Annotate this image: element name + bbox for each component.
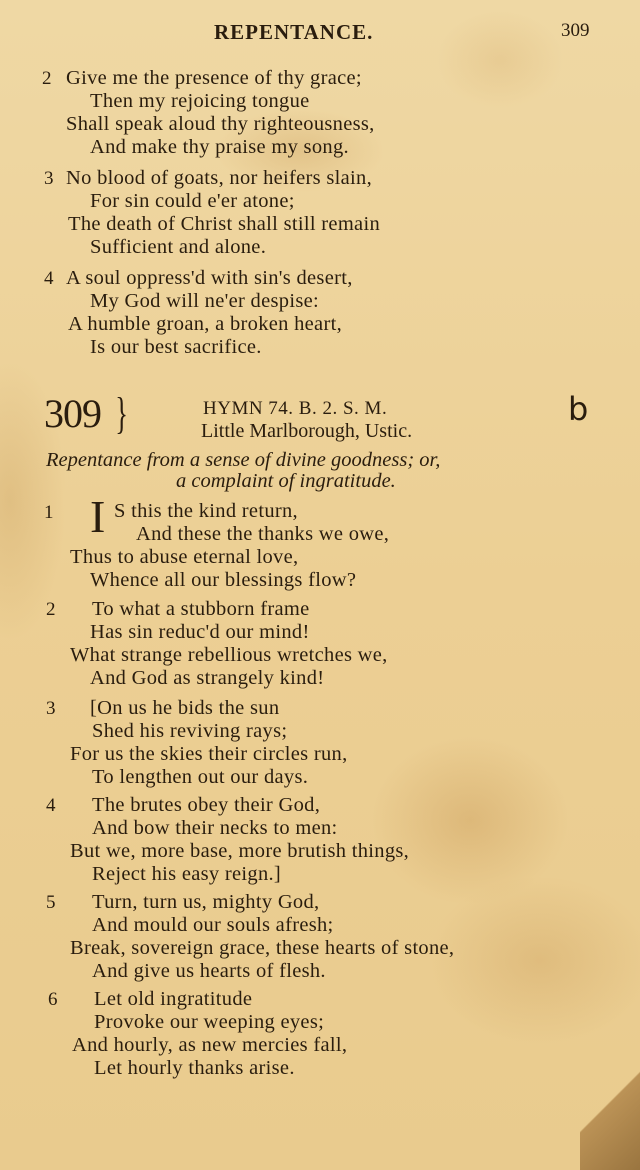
verse-line: To lengthen out our days. [92, 766, 309, 788]
verse-line: And God as strangely kind! [90, 667, 325, 689]
hymn-number: 309 [44, 391, 101, 436]
verse-line: Give me the presence of thy grace; [66, 67, 362, 89]
verse-line: And give us hearts of flesh. [92, 960, 326, 982]
stanza-number: 2 [46, 599, 56, 620]
hymn-tune: Little Marlborough, Ustic. [201, 420, 413, 442]
stanza-number: 2 [42, 68, 52, 89]
brace: } [115, 389, 128, 438]
hymn-meta: HYMN 74. B. 2. S. M. [203, 398, 388, 419]
stanza-number: 3 [44, 168, 54, 189]
verse-line: A humble groan, a broken heart, [68, 313, 343, 335]
verse-line: Provoke our weeping eyes; [94, 1011, 325, 1033]
running-title: REPENTANCE. [214, 20, 374, 44]
verse-line: Is our best sacrifice. [90, 336, 262, 358]
verse-line: And mould our souls afresh; [92, 914, 334, 936]
verse-line: Break, sovereign grace, these hearts of stone, [70, 937, 455, 959]
verse-line: The brutes obey their God, [92, 794, 321, 816]
verse-line: Shall speak aloud thy righteousness, [66, 113, 375, 135]
drop-cap: I [90, 491, 106, 542]
verse-line: And make thy praise my song. [90, 136, 349, 158]
verse-line: Let old ingratitude [94, 988, 253, 1010]
verse-line: And hourly, as new mercies fall, [72, 1034, 348, 1056]
verse-line: [On us he bids the sun [90, 697, 280, 719]
stanza-number: 6 [48, 989, 58, 1010]
verse-line: Let hourly thanks arise. [94, 1057, 295, 1079]
verse-line: But we, more base, more brutish things, [70, 840, 410, 862]
verse-line: S this the kind return, [114, 500, 298, 522]
stanza-number: 1 [44, 502, 54, 523]
page-number: 309 [561, 20, 590, 41]
verse-line: What strange rebellious wretches we, [70, 644, 388, 666]
hymn-subtitle: Repentance from a sense of divine goodness; or, [46, 449, 441, 471]
verse-line: Has sin reduc'd our mind! [90, 621, 310, 643]
verse-line: To what a stubborn frame [92, 598, 310, 620]
verse-line: And these the thanks we owe, [136, 523, 390, 545]
running-head [0, 18, 640, 48]
stanza-number: 3 [46, 698, 56, 719]
verse-line: Thus to abuse eternal love, [70, 546, 299, 568]
verse-line: Shed his reviving rays; [92, 720, 288, 742]
verse-line: Sufficient and alone. [90, 236, 267, 258]
verse-line: For sin could e'er atone; [90, 190, 295, 212]
verse-line: No blood of goats, nor heifers slain, [66, 167, 373, 189]
stanza-number: 4 [44, 268, 54, 289]
verse-line: Turn, turn us, mighty God, [92, 891, 320, 913]
hymn-subtitle: a complaint of ingratitude. [176, 470, 396, 492]
verse-line: Reject his easy reign.] [92, 863, 282, 885]
page-corner-stain [580, 1010, 640, 1170]
flat-key-mark: b [568, 390, 589, 428]
verse-line: My God will ne'er despise: [90, 290, 319, 312]
verse-line: Then my rejoicing tongue [90, 90, 310, 112]
verse-line: Whence all our blessings flow? [90, 569, 357, 591]
verse-line: And bow their necks to men: [92, 817, 338, 839]
stanza-number: 4 [46, 795, 56, 816]
verse-line: A soul oppress'd with sin's desert, [66, 267, 353, 289]
stanza-number: 5 [46, 892, 56, 913]
verse-line: The death of Christ shall still remain [68, 213, 381, 235]
verse-line: For us the skies their circles run, [70, 743, 348, 765]
